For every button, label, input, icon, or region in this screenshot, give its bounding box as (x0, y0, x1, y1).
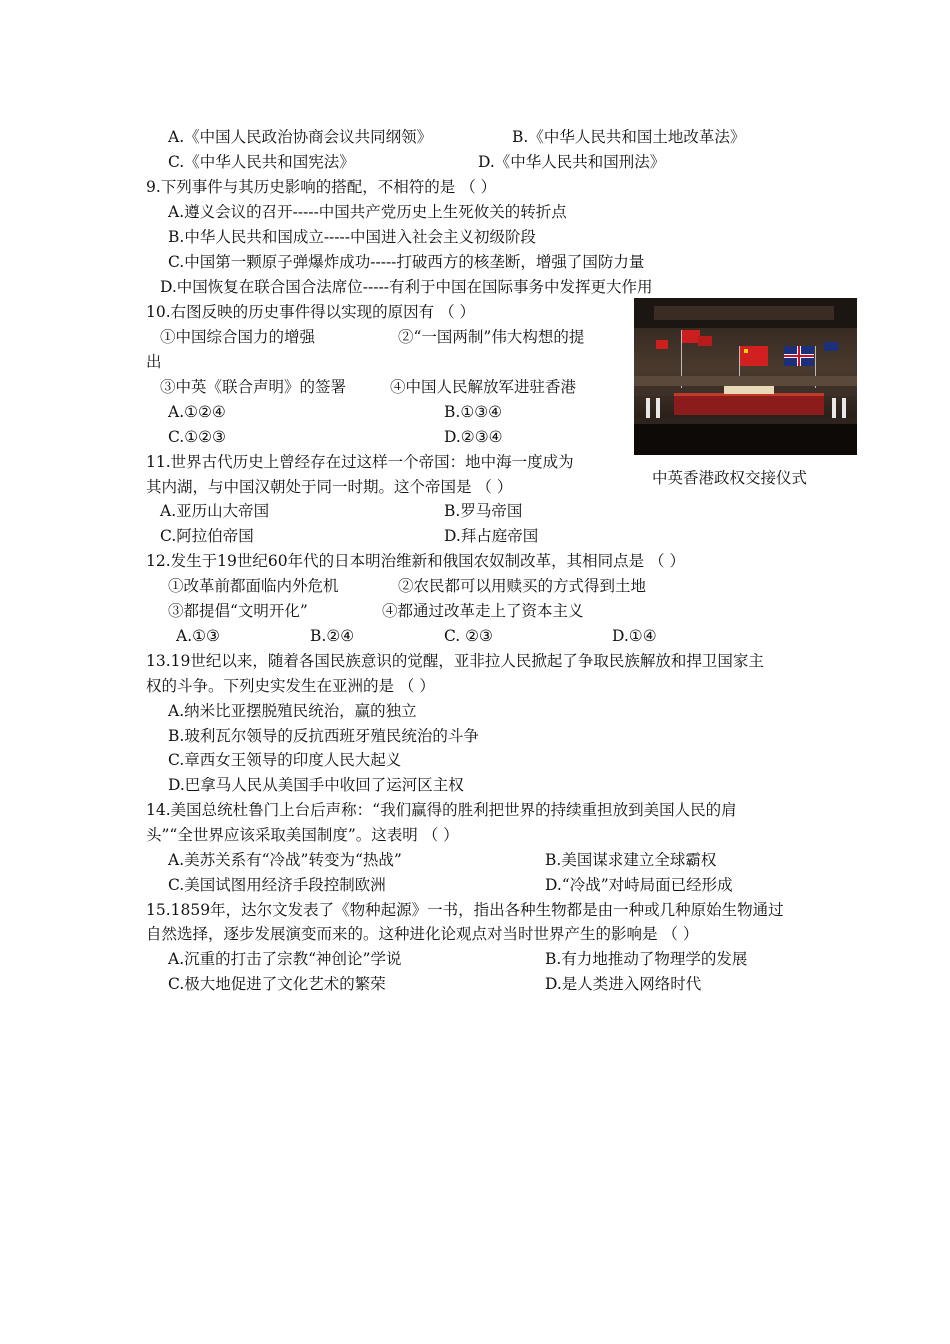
q10-item-2: ②“一国两制”伟大构想的提 (398, 328, 585, 346)
q12-option-a: A.①③ (176, 627, 220, 645)
q12-stem: 12.发生于19世纪60年代的日本明治维新和俄国农奴制改革，其相同点是 （ ） (146, 552, 685, 570)
q12-option-b: B.②④ (310, 627, 355, 645)
handover-ceremony-photo (634, 298, 857, 455)
q10-option-d: D.②③④ (444, 428, 503, 446)
q15-option-c: C.极大地促进了文化艺术的繁荣 (168, 975, 386, 993)
q14-stem-line-1: 14.美国总统杜鲁门上台后声称：“我们赢得的胜利把世界的持续重担放到美国人民的肩 (146, 801, 737, 819)
q9-option-b: B.中华人民共和国成立-----中国进入社会主义初级阶段 (168, 228, 537, 246)
q14-option-a: A.美苏关系有“冷战”转变为“热战” (168, 851, 402, 869)
q12-item-2: ②农民都可以用赎买的方式得到土地 (398, 577, 647, 595)
q13-option-b: B.玻利瓦尔领导的反抗西班牙殖民统治的斗争 (168, 727, 479, 745)
q15-stem-line-1: 15.1859年，达尔文发表了《物种起源》一书，指出各种生物都是由一种或几种原始生物通过 (146, 901, 784, 919)
q8-option-d: D.《中华人民共和国刑法》 (478, 153, 666, 171)
q10-item-3: ③中英《联合声明》的签署 (160, 378, 347, 396)
q11-option-a: A.亚历山大帝国 (160, 502, 270, 520)
q10-option-c: C.①②③ (168, 428, 226, 446)
q11-option-d: D.拜占庭帝国 (444, 527, 539, 545)
q13-option-a: A.纳米比亚摆脱殖民统治，赢的独立 (168, 702, 417, 720)
q11-option-b: B.罗马帝国 (444, 502, 523, 520)
q13-stem-line-2: 权的斗争。下列史实发生在亚洲的是 （ ） (146, 677, 435, 695)
q12-option-d: D.①④ (612, 627, 657, 645)
q10-item-4: ④中国人民解放军进驻香港 (390, 378, 577, 396)
q10-item-2-continued: 出 (146, 353, 162, 371)
q12-item-1: ①改革前都面临内外危机 (168, 577, 339, 595)
q13-option-c: C.章西女王领导的印度人民大起义 (168, 751, 402, 769)
photo-caption: 中英香港政权交接仪式 (652, 469, 808, 487)
q9-option-a: A.遵义会议的召开-----中国共产党历史上生死攸关的转折点 (168, 203, 567, 221)
q15-option-b: B.有力地推动了物理学的发展 (545, 950, 748, 968)
q14-option-b: B.美国谋求建立全球霸权 (545, 851, 717, 869)
q9-option-c: C.中国第一颗原子弹爆炸成功-----打破西方的核垄断，增强了国防力量 (168, 253, 645, 271)
q10-item-1: ①中国综合国力的增强 (160, 328, 316, 346)
q10-stem: 10.右图反映的历史事件得以实现的原因有 （ ） (146, 303, 476, 321)
q15-stem-line-2: 自然选择，逐步发展演变而来的。这种进化论观点对当时世界产生的影响是 （ ） (146, 925, 699, 943)
q10-option-a: A.①②④ (168, 403, 226, 421)
q8-option-b: B.《中华人民共和国土地改革法》 (512, 128, 746, 146)
q14-option-d: D.“冷战”对峙局面已经形成 (545, 876, 733, 894)
q8-option-c: C.《中华人民共和国宪法》 (168, 153, 355, 171)
q12-item-4: ④都通过改革走上了资本主义 (382, 602, 584, 620)
q11-option-c: C.阿拉伯帝国 (160, 527, 254, 545)
q12-option-c: C. ②③ (444, 627, 493, 645)
q13-stem-line-1: 13.19世纪以来，随着各国民族意识的觉醒，亚非拉人民掀起了争取民族解放和捍卫国家主 (146, 652, 764, 670)
q15-option-a: A.沉重的打击了宗教“神创论”学说 (168, 950, 402, 968)
q8-option-a: A.《中国人民政治协商会议共同纲领》 (168, 128, 433, 146)
q14-stem-line-2: 头”“全世界应该采取美国制度”。这表明 （ ） (146, 826, 459, 844)
q11-stem-line-2: 其内湖，与中国汉朝处于同一时期。这个帝国是 （ ） (146, 478, 513, 496)
q9-option-d: D.中国恢复在联合国合法席位-----有利于中国在国际事务中发挥更大作用 (160, 278, 653, 296)
q10-option-b: B.①③④ (444, 403, 503, 421)
q11-stem-line-1: 11.世界古代历史上曾经存在过这样一个帝国：地中海一度成为 (146, 453, 574, 471)
q12-item-3: ③都提倡“文明开化” (168, 602, 308, 620)
q15-option-d: D.是人类进入网络时代 (545, 975, 702, 993)
q14-option-c: C.美国试图用经济手段控制欧洲 (168, 876, 386, 894)
q13-option-d: D.巴拿马人民从美国手中收回了运河区主权 (168, 776, 464, 794)
q9-stem: 9.下列事件与其历史影响的搭配，不相符的是 （ ） (146, 178, 497, 196)
